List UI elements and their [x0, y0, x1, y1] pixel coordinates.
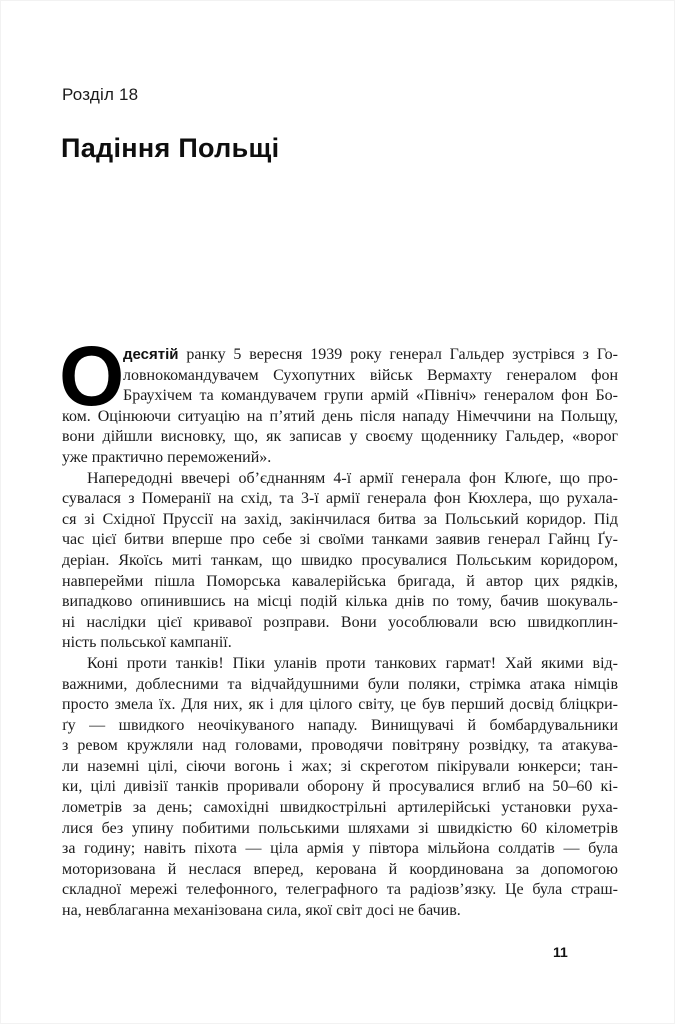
lead-word: десятій [123, 346, 179, 363]
text-line: ки, цілі дивізії танків проривали оборону й просувалися вглиб на 50–60 кі- [62, 778, 618, 796]
text-line: лометрів за день; самохідні швидкострільні артилерійські установки руха- [62, 799, 618, 817]
text-line: ком. Оцінюючи ситуацію на п’ятий день після нападу Німеччини на Польщу, [62, 407, 618, 425]
text-line: десятій ранку 5 вересня 1939 року генерал Гальдер зустрівся з Го- [123, 346, 618, 363]
text-line: навперейми пішла Поморська кавалерійська бригада, й автор цих рядків, [62, 572, 618, 590]
text-line: ність польської кампанії. [62, 634, 232, 652]
text-line: ли наземні цілі, сіючи вогонь і жах; зі скреготом пікірували юнкерси; тан- [62, 757, 618, 775]
text-line: ні наслідки цієї кривавої розправи. Вони уособлювали всю швидкоплин- [62, 613, 618, 631]
text-line: просто змела їх. Для них, як і для цілого світу, це був перший досвід бліцкри- [62, 696, 618, 714]
text-line: уже практично переможений». [62, 448, 272, 466]
text-line: ловнокомандувачем Сухопутних військ Вермахту генералом фон [123, 366, 618, 384]
text-line: деріан. Якоїсь миті танкам, що швидко просувалися Польським коридором, [62, 551, 618, 569]
text-line: вони дійшли висновку, що, як записав у своєму щоденнику Гальдер, «ворог [62, 428, 618, 446]
text-line: випадково опинившись на місці подій кілька днів по тому, бачив шокуваль- [62, 593, 618, 611]
text-line: час цієї битви вперше про себе зі своїми танками заявив генерал Гайнц Ґу- [62, 531, 618, 549]
text-line: ґу — швидкого неочікуваного нападу. Винищувачі й бомбардувальники [62, 716, 618, 734]
text-line: за годину; навіть піхота — ціла армія у півтора мільйона солдатів — була [62, 840, 618, 858]
body-text [59, 329, 618, 922]
text-line: сувалася з Померанії на схід, та 3-ї армії генерала фон Кюхлера, що рухала- [62, 490, 618, 508]
text-line: на, невблаганна механізована сила, якої світ досі не бачив. [62, 902, 461, 920]
paragraph [59, 329, 618, 469]
text-line: з ревом кружляли над головами, проводячи повітряну розвідку, та атакува- [62, 737, 618, 755]
paragraph [62, 654, 618, 922]
text-line: ся зі Східної Пруссії на захід, закінчилася битва за Польський коридор. Під [62, 510, 618, 528]
text-line: Коні проти танків! Піки уланів проти танкових гармат! Хай якими від- [87, 654, 618, 672]
text-line: лися без упину побитими польськими шляхами зі швидкістю 60 кілометрів [62, 819, 618, 837]
drop-cap: О [59, 329, 125, 423]
text-line: моторизована й неслася вперед, керована й координована за допомогою [62, 860, 618, 878]
paragraph [62, 469, 618, 654]
text-line: важними, доблесними та відчайдушними були поляки, стрімка атака німців [62, 675, 618, 693]
text-line: Браухічем та командувачем групи армій «Північ» генералом фон Бо- [123, 387, 618, 405]
chapter-title: Падіння Польщі [61, 133, 280, 163]
text-line: Напередодні ввечері об’єднанням 4-ї армії генерала фон Клюґе, що про- [87, 469, 618, 487]
page-number: 11 [553, 944, 568, 960]
text-line: складної мережі телефонного, телеграфного та радіозв’язку. Це була страш- [62, 881, 618, 899]
chapter-label: Розділ 18 [62, 85, 139, 104]
